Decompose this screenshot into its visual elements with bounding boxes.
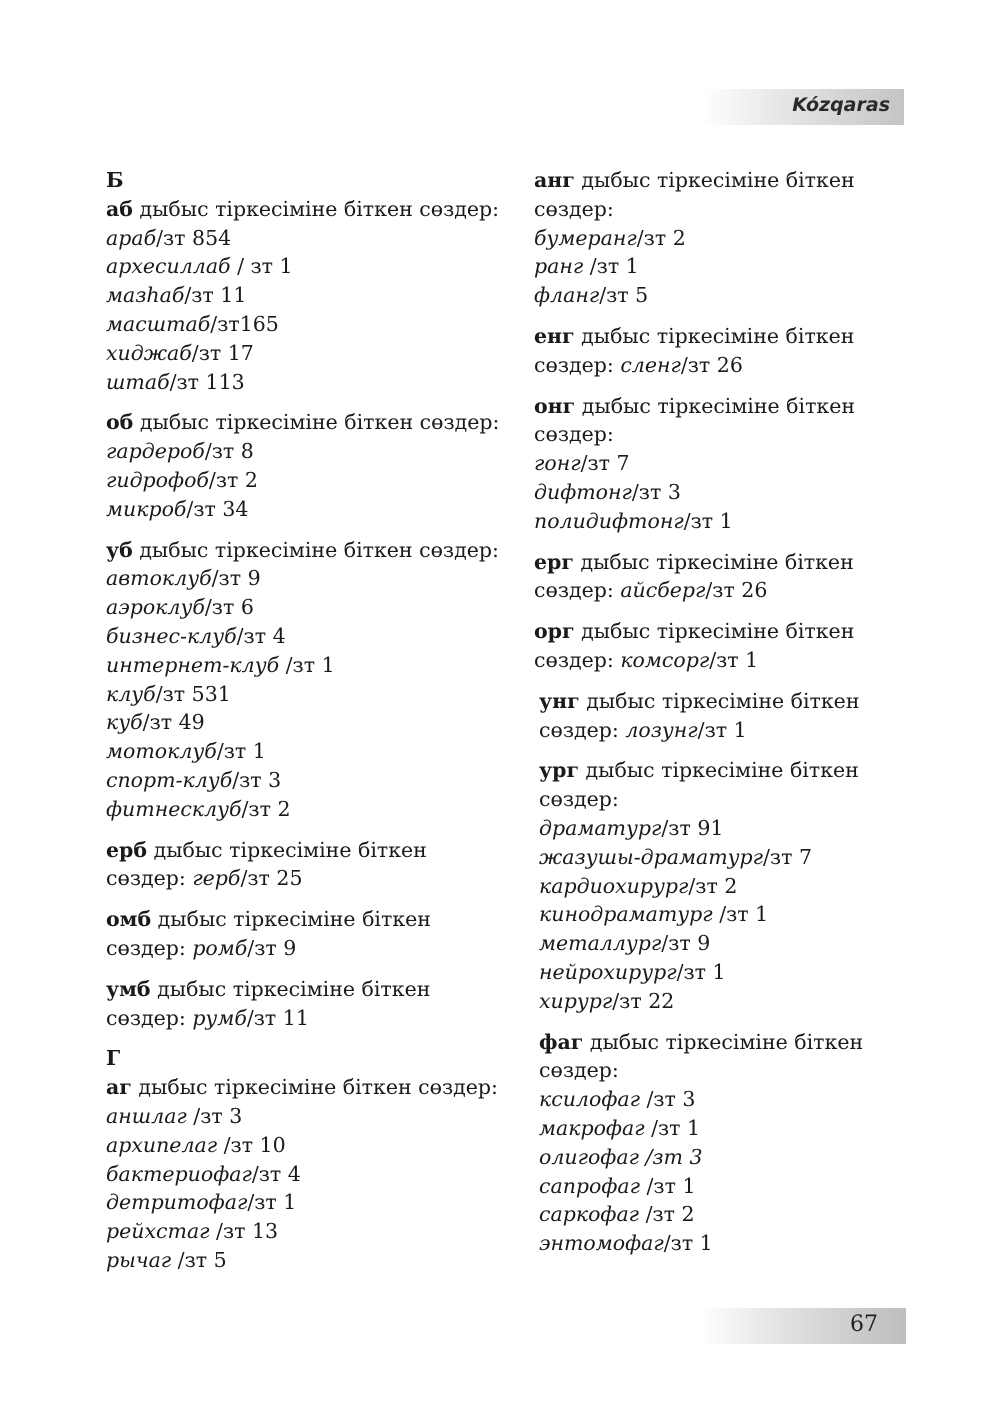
word-entry <box>106 708 506 737</box>
suffix-group <box>106 905 506 963</box>
word: полидифтонг <box>534 508 684 533</box>
word: лозунг <box>625 717 698 742</box>
frequency: /зт 531 <box>155 681 231 706</box>
word-entry <box>106 1102 506 1131</box>
word-entry <box>534 252 934 281</box>
suffix-group <box>534 322 934 380</box>
frequency: /зт 2 <box>639 1202 695 1227</box>
word-entry <box>106 252 506 281</box>
word: архипелаг <box>106 1132 218 1157</box>
frequency: /зт 7 <box>580 451 630 476</box>
suffix-group <box>534 392 934 536</box>
word-entry <box>106 593 506 622</box>
frequency: /зт 1 <box>247 1190 297 1215</box>
heading-text: дыбыс тіркесіміне біткен сөздер: <box>131 1075 498 1100</box>
word: жазушы-драматург <box>539 844 764 869</box>
right-column <box>534 166 934 1270</box>
heading-text: дыбыс тіркесіміне біткен сөздер: <box>133 410 500 435</box>
word-entry <box>539 1085 934 1114</box>
suffix-label: ург <box>539 758 580 783</box>
word-entry <box>106 339 506 368</box>
heading-text: сөздер: <box>106 935 193 960</box>
suffix-label: омб <box>106 907 152 932</box>
word-entry <box>539 987 934 1016</box>
word: металлург <box>539 931 662 956</box>
suffix-label: унг <box>539 688 580 713</box>
suffix-group <box>534 548 934 606</box>
heading-text: дыбыс тіркесіміне біткен <box>579 688 860 713</box>
frequency: /зт 854 <box>156 225 232 250</box>
word: архесиллаб <box>106 254 231 279</box>
frequency: /зт 2 <box>241 796 291 821</box>
word: рейхстаг <box>106 1219 210 1244</box>
frequency: /зт 113 <box>169 369 245 394</box>
frequency: /зт 1 <box>279 652 335 677</box>
word: араб <box>106 225 157 250</box>
heading-continuation <box>534 646 934 675</box>
frequency: /зт 3 <box>186 1103 243 1128</box>
word-entry <box>539 958 934 987</box>
frequency: /зт 3 <box>639 1087 696 1112</box>
group-heading <box>106 905 506 934</box>
word: автоклуб <box>106 566 212 591</box>
word: ромб <box>192 935 248 960</box>
word-entry <box>106 680 506 709</box>
word: драматург <box>539 815 662 840</box>
suffix-label: енг <box>534 323 575 348</box>
word: клуб <box>106 681 156 706</box>
word: микроб <box>106 496 187 521</box>
frequency: /зт 1 <box>676 959 726 984</box>
heading-text: дыбыс тіркесіміне біткен <box>151 907 431 932</box>
frequency: /зт 17 <box>191 340 254 365</box>
group-heading <box>534 548 934 577</box>
word: румб <box>192 1005 247 1030</box>
word: аэроклуб <box>106 595 205 620</box>
word: дифтонг <box>534 479 632 504</box>
heading-text: дыбыс тіркесіміне біткен <box>147 837 427 862</box>
word: мазһаб <box>106 283 185 308</box>
suffix-label: анг <box>534 168 575 192</box>
word: детритофаг <box>106 1190 248 1215</box>
heading-continuation <box>534 420 934 449</box>
heading-text: сөздер: <box>534 647 621 672</box>
word-entry <box>106 651 506 680</box>
word: гардероб <box>106 439 205 464</box>
group-heading <box>534 617 934 646</box>
word: хирург <box>539 988 613 1013</box>
frequency: /зт 1 <box>683 508 733 533</box>
section-letter: Б <box>106 168 124 192</box>
heading-text: дыбыс тіркесіміне біткен <box>583 1029 864 1054</box>
word: олигофаг /зт 3 <box>539 1144 703 1169</box>
frequency: /зт 34 <box>186 496 249 521</box>
word-entry <box>106 281 506 310</box>
word-entry <box>106 622 506 651</box>
suffix-group <box>534 617 934 675</box>
word-entry <box>534 449 934 478</box>
word-entry <box>534 507 934 536</box>
heading-text: сөздер: <box>534 196 614 221</box>
word: куб <box>106 710 143 735</box>
heading-text: сөздер: <box>106 866 193 891</box>
heading-continuation <box>534 351 934 380</box>
frequency: /зт 7 <box>763 844 813 869</box>
word: интернет-клуб <box>106 652 280 677</box>
word: макрофаг <box>539 1115 645 1140</box>
word-entry <box>106 495 506 524</box>
word: хиджаб <box>106 340 192 365</box>
word: аншлаг <box>106 1103 187 1128</box>
heading-text: дыбыс тіркесіміне біткен сөздер: <box>132 537 499 562</box>
word-entry <box>534 478 934 507</box>
word-entry <box>106 1131 506 1160</box>
group-heading <box>106 836 506 865</box>
suffix-label: ерб <box>106 837 148 862</box>
group-heading <box>106 408 506 437</box>
word-entry <box>106 1217 506 1246</box>
heading-text: дыбыс тіркесіміне біткен <box>573 549 854 574</box>
group-heading <box>106 195 506 224</box>
word: бизнес-клуб <box>106 623 237 648</box>
frequency: /зт 1 <box>697 717 747 742</box>
word-entry <box>106 564 506 593</box>
frequency: /зт 49 <box>142 710 205 735</box>
word-entry <box>106 1188 506 1217</box>
word-entry <box>534 281 934 310</box>
word: бумеранг <box>534 225 637 250</box>
word-entry <box>539 1172 934 1201</box>
suffix-group <box>106 408 506 523</box>
frequency: /зт 2 <box>688 873 738 898</box>
heading-text: сөздер: <box>534 422 614 447</box>
group-heading <box>539 687 934 716</box>
suffix-group <box>106 536 506 824</box>
frequency: /зт 26 <box>705 578 768 603</box>
word: гонг <box>534 451 581 476</box>
word-entry <box>106 737 506 766</box>
word-entry <box>539 1143 934 1172</box>
left-column <box>106 166 506 1287</box>
word: спорт-клуб <box>106 767 233 792</box>
word-entry <box>106 437 506 466</box>
suffix-label: аг <box>106 1075 132 1100</box>
frequency: /зт 1 <box>644 1115 701 1140</box>
suffix-group <box>106 195 506 397</box>
word: мотоклуб <box>106 739 217 764</box>
group-heading <box>534 322 934 351</box>
frequency: /зт 11 <box>184 283 247 308</box>
suffix-label: онг <box>534 393 576 418</box>
heading-text: дыбыс тіркесіміне біткен <box>575 393 856 418</box>
journal-title: Kózqaras <box>792 94 890 116</box>
section-letter: Г <box>106 1046 121 1071</box>
word-entry <box>539 1114 934 1143</box>
heading-text: сөздер: <box>106 1005 193 1030</box>
word: герб <box>192 866 241 891</box>
word-entry <box>539 1200 934 1229</box>
word-entry <box>539 929 934 958</box>
frequency: /зт 9 <box>247 935 297 960</box>
frequency: /зт 1 <box>216 739 266 764</box>
frequency: /зт 1 <box>712 902 769 927</box>
frequency: /зт 1 <box>663 1231 713 1256</box>
word: кинодраматург <box>539 902 713 927</box>
suffix-group <box>534 166 934 310</box>
word-entry <box>534 224 934 253</box>
suffix-label: умб <box>106 976 151 1001</box>
group-heading <box>106 536 506 565</box>
frequency: /зт 26 <box>680 352 743 377</box>
word-entry <box>539 1229 934 1258</box>
group-heading <box>106 975 506 1004</box>
frequency: /зт 1 <box>640 1173 696 1198</box>
frequency: /зт 9 <box>661 931 711 956</box>
heading-continuation <box>106 934 506 963</box>
word-entry <box>106 368 506 397</box>
word: гидрофоб <box>106 467 209 492</box>
frequency: /зт165 <box>210 311 279 336</box>
frequency: /зт 1 <box>709 647 759 672</box>
frequency: /зт 3 <box>232 767 282 792</box>
suffix-label: орг <box>534 619 575 644</box>
word: нейрохирург <box>539 959 677 984</box>
heading-continuation <box>539 1056 934 1085</box>
heading-continuation <box>534 195 934 224</box>
heading-text: сөздер: <box>534 352 621 377</box>
frequency: / зт 1 <box>230 254 293 279</box>
heading-text: дыбыс тіркесіміне біткен <box>574 619 855 644</box>
heading-continuation <box>534 576 934 605</box>
word-entry <box>106 1246 506 1275</box>
word: комсорг <box>620 647 710 672</box>
frequency: /зт 13 <box>209 1219 279 1244</box>
word-entry <box>539 843 934 872</box>
word: фланг <box>534 283 600 308</box>
suffix-label: аб <box>106 196 133 221</box>
heading-continuation <box>106 864 506 893</box>
word: масштаб <box>106 311 211 336</box>
word: бактериофаг <box>106 1161 252 1186</box>
word: ксилофаг <box>539 1087 640 1112</box>
group-heading <box>539 1028 934 1057</box>
heading-text: дыбыс тіркесіміне біткен <box>574 168 855 192</box>
word-entry <box>106 766 506 795</box>
group-heading <box>539 756 934 785</box>
page-number: 67 <box>850 1312 878 1337</box>
suffix-group <box>534 687 934 745</box>
word-entry <box>106 466 506 495</box>
word: ранг <box>534 254 584 279</box>
word: сапрофаг <box>539 1173 640 1198</box>
frequency: /зт 22 <box>612 988 675 1013</box>
frequency: /зт 5 <box>599 283 649 308</box>
heading-text: сөздер: <box>539 717 626 742</box>
word-entry <box>539 900 934 929</box>
word-entry <box>106 795 506 824</box>
group-heading <box>534 392 934 421</box>
frequency: /зт 11 <box>246 1005 309 1030</box>
suffix-label: фаг <box>539 1029 584 1054</box>
frequency: /зт 4 <box>251 1161 301 1186</box>
heading-text: дыбыс тіркесіміне біткен <box>579 758 859 783</box>
word: штаб <box>106 369 170 394</box>
frequency: /зт 1 <box>583 254 639 279</box>
heading-text: сөздер: <box>539 1058 619 1083</box>
frequency: /зт 9 <box>211 566 261 591</box>
heading-text: дыбыс тіркесіміне біткен <box>574 323 855 348</box>
word: кардиохирург <box>539 873 689 898</box>
suffix-group <box>106 975 506 1033</box>
word-entry <box>106 310 506 339</box>
frequency: /зт 5 <box>171 1247 227 1272</box>
word: рычаг <box>106 1247 172 1272</box>
running-footer <box>700 1308 906 1344</box>
frequency: /зт 4 <box>236 623 286 648</box>
group-heading <box>534 166 934 195</box>
heading-text: сөздер: <box>534 578 621 603</box>
suffix-label: об <box>106 410 134 435</box>
frequency: /зт 6 <box>204 595 254 620</box>
word-entry <box>539 814 934 843</box>
word-entry <box>539 872 934 901</box>
word-entry <box>106 224 506 253</box>
frequency: /зт 2 <box>208 467 258 492</box>
running-header <box>700 89 904 125</box>
word: айсберг <box>620 578 706 603</box>
frequency: /зт 10 <box>217 1132 286 1157</box>
suffix-group <box>106 1073 506 1275</box>
frequency: /зт 91 <box>661 815 724 840</box>
heading-continuation <box>539 785 934 814</box>
word: фитнесклуб <box>106 796 242 821</box>
heading-continuation <box>106 1004 506 1033</box>
suffix-group <box>534 756 934 1015</box>
heading-text: дыбыс тіркесіміне біткен <box>150 976 431 1001</box>
word-entry <box>106 1160 506 1189</box>
word: энтомофаг <box>539 1231 664 1256</box>
suffix-group <box>106 836 506 894</box>
suffix-label: уб <box>106 537 133 562</box>
word: сленг <box>620 352 681 377</box>
group-heading <box>106 1073 506 1102</box>
frequency: /зт 2 <box>636 225 686 250</box>
heading-continuation <box>539 716 934 745</box>
frequency: /зт 25 <box>240 866 303 891</box>
heading-text: дыбыс тіркесіміне біткен сөздер: <box>132 196 500 221</box>
frequency: /зт 3 <box>631 479 681 504</box>
heading-text: сөздер: <box>539 787 619 812</box>
suffix-label: ерг <box>534 549 574 574</box>
suffix-group <box>534 1028 934 1258</box>
word: саркофаг <box>539 1202 640 1227</box>
frequency: /зт 8 <box>204 439 254 464</box>
